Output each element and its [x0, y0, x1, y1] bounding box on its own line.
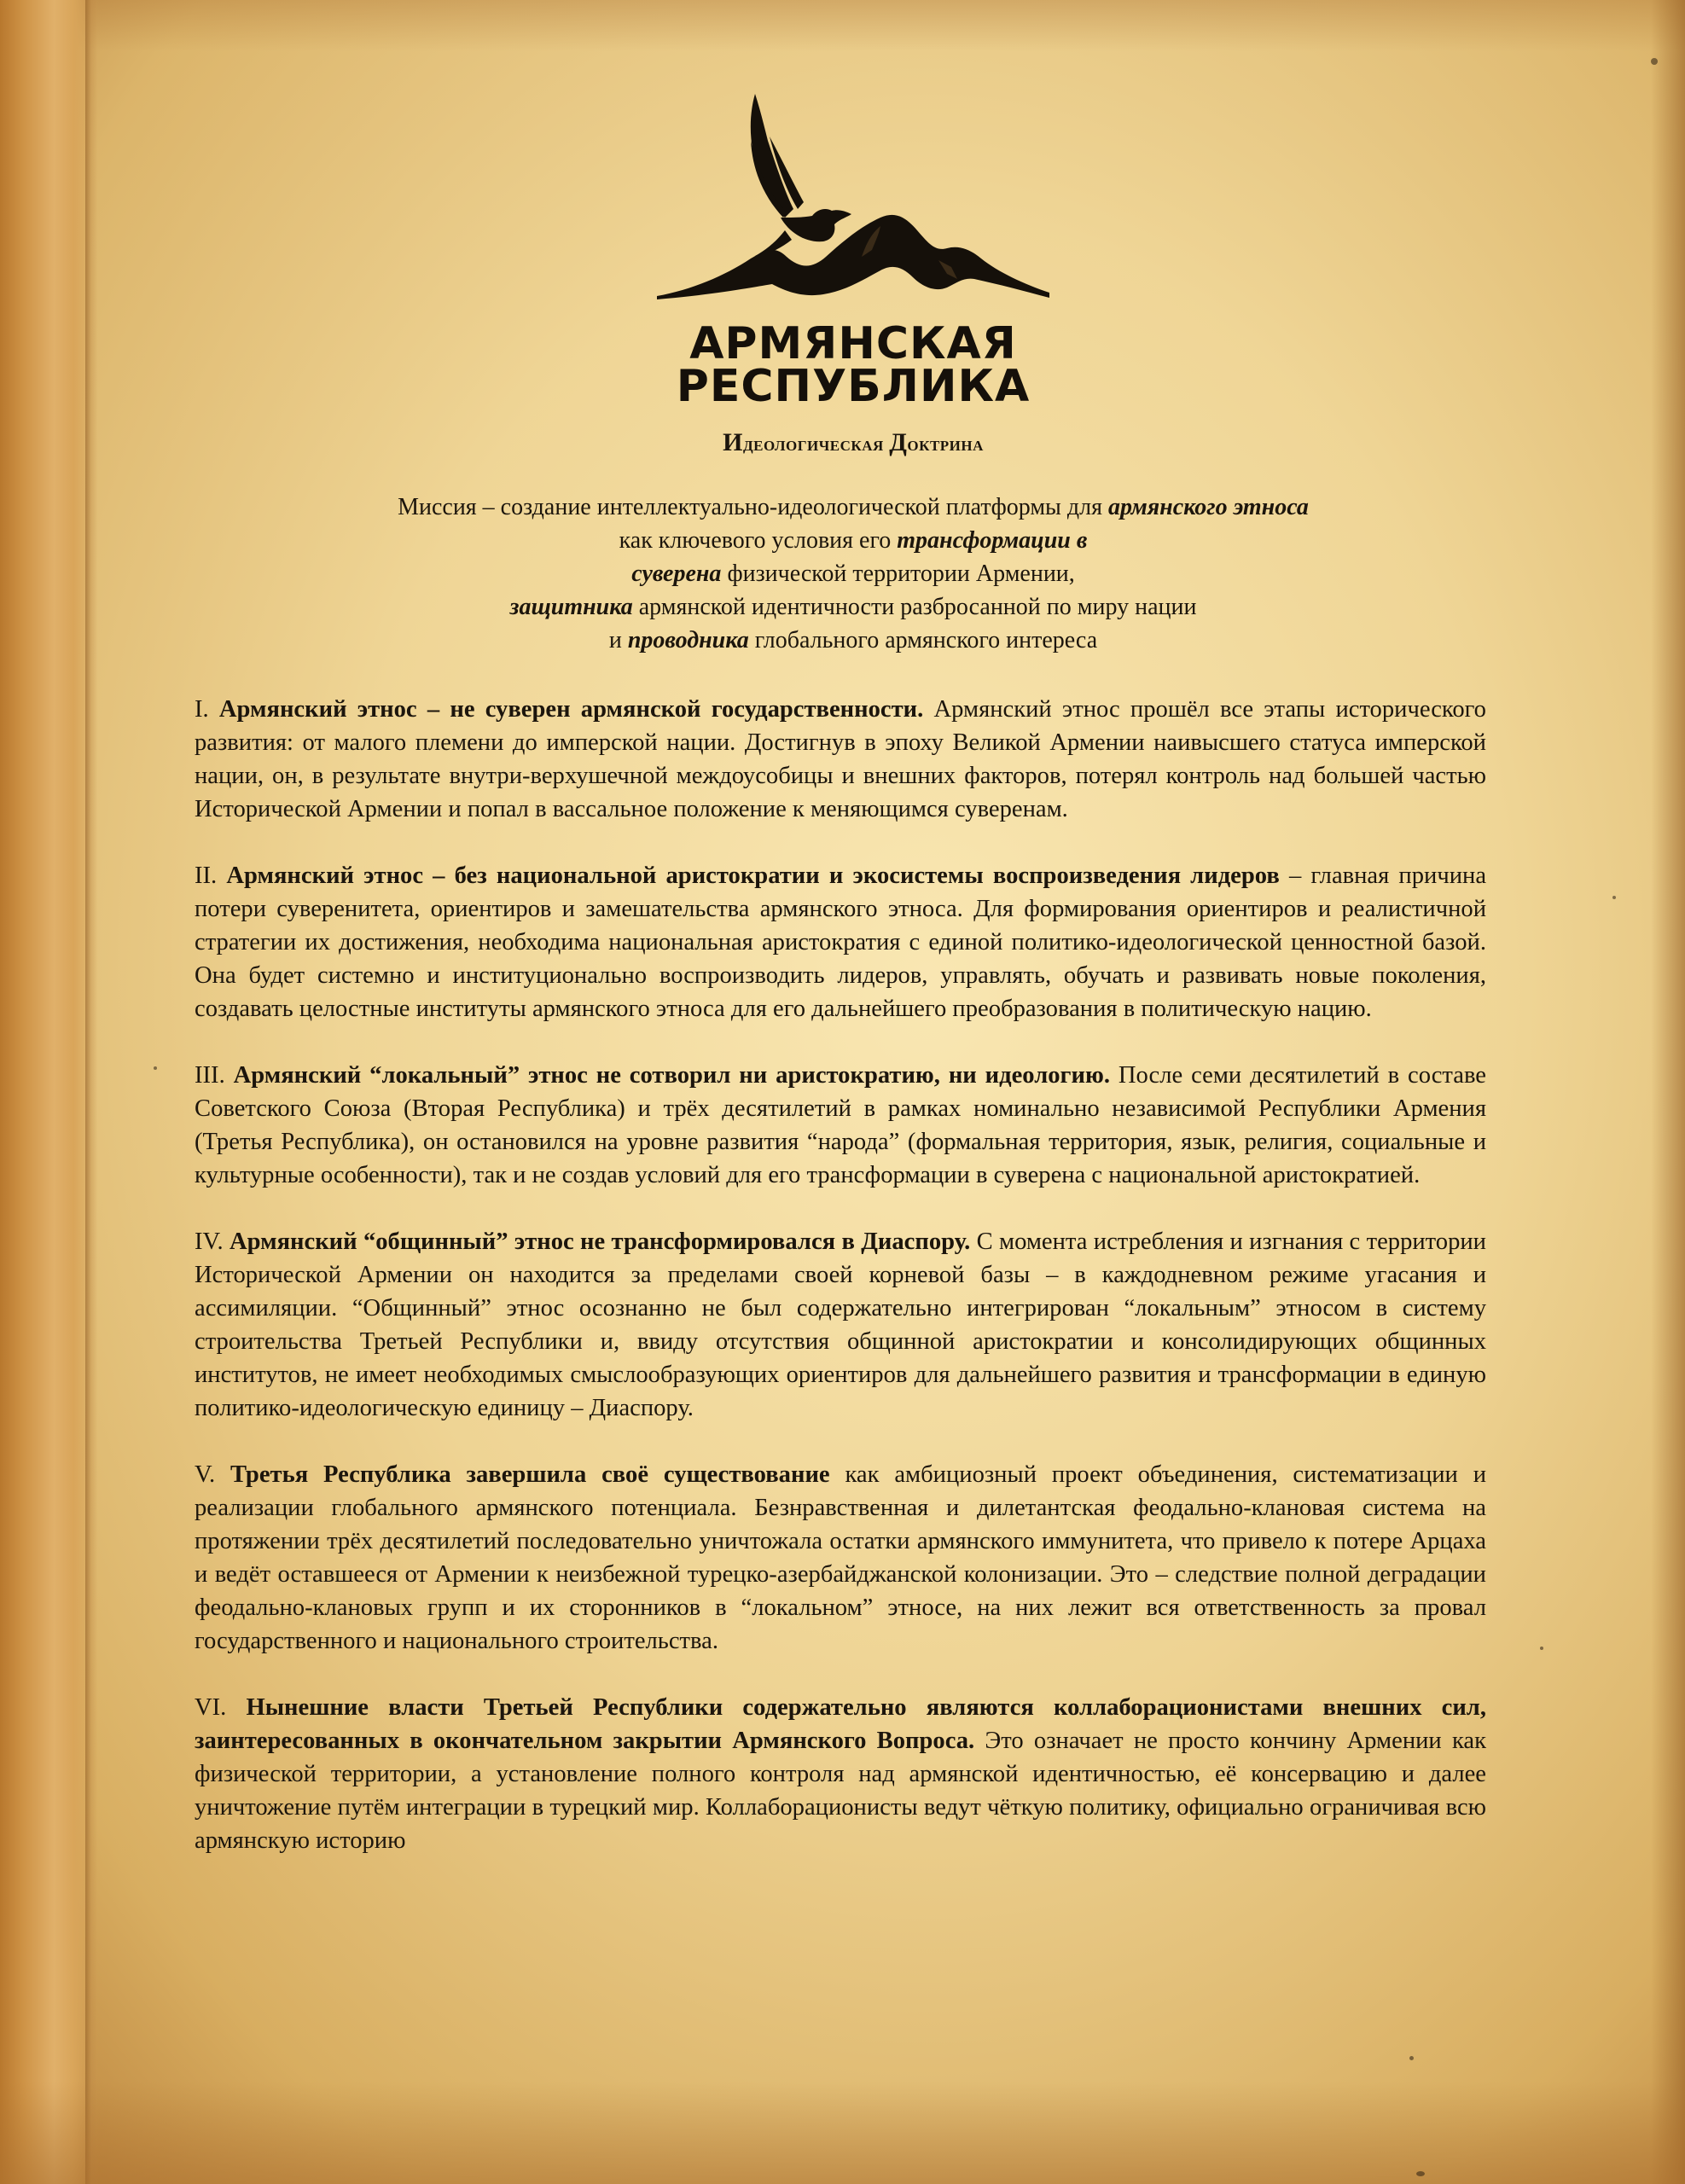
- mission-emphasis: трансформации в: [897, 527, 1088, 554]
- section-heading: Третья Республика завершила своё существование: [230, 1461, 830, 1488]
- section-heading: Армянский “общинный” этнос не трансформировался в Диаспору.: [229, 1228, 971, 1255]
- mission-line: [213, 624, 1493, 657]
- mission-line: [213, 491, 1493, 524]
- paper-speck: [1416, 2171, 1425, 2176]
- section-numeral: I.: [195, 696, 219, 723]
- dove-over-mountains-icon: [657, 90, 1049, 311]
- section-numeral: III.: [195, 1062, 234, 1089]
- paper-speck: [1612, 896, 1616, 899]
- section-text: Это означает не просто кончину Армении как физической территории, а установление полного контроля над армянской идентичностью, её консервацию и далее уничтожение путём интеграции в турецкий мир. Коллаборационисты ведут чёткую политику, официально ограничивая всю армянскую историю: [195, 1728, 1486, 1854]
- subtitle-cap-1: И: [723, 428, 743, 456]
- section-text: – главная причина потери суверенитета, ориентиров и замешательства армянского этноса. Для формирования ориентиров и реалистичной стратегии их достижения, необходима национальная аристократия с единой политико-идеологической ценностной базой. Она будет системно и институционально воспроизводить лидеров, управлять, обучать и развивать новые поколения, создавать целостные институты армянского этноса для его дальнейшего преобразования в политическую нацию.: [195, 863, 1487, 1022]
- section-text: С момента истребления и изгнания с территории Исторической Армении он находится за пределами своей корневой базы – в каждодневном режиме угасания и ассимиляции. “Общинный” этнос осознанно не был содержательно интегрирован “локальным” этносом в систему строительства Третьей Республики и, ввиду отсутствия общинной аристократии и консолидирующих общинных институтов, не имеет необходимых смыслообразующих ориентиров для дальнейшего развития и трансформации в единую политико-идеологическую единицу – Диаспору.: [195, 1228, 1486, 1421]
- section-heading: Нынешние власти Третьей Республики содержательно являются коллаборационистами внешних сил, заинтересованных в окончательном закрытии Армянского Вопроса.: [195, 1694, 1487, 1754]
- mission-line: [213, 557, 1493, 590]
- mission-line: [213, 590, 1493, 624]
- mission-emphasis: проводника: [627, 627, 749, 653]
- section-6: [195, 1691, 1486, 1857]
- section-heading: Армянский “локальный” этнос не сотворил ни аристократию, ни идеологию.: [233, 1062, 1110, 1089]
- subtitle-rest-2: октрина: [907, 433, 984, 456]
- paper-speck: [1409, 2056, 1414, 2060]
- section-numeral: VI.: [195, 1694, 247, 1721]
- logo-title-line2: РЕСПУБЛИКА: [676, 361, 1031, 412]
- logo-title: [597, 318, 1109, 412]
- section-heading: Армянский этнос – не суверен армянской государственности.: [218, 696, 924, 723]
- paper-speck: [1651, 58, 1658, 65]
- paper-binding-edge: [85, 0, 97, 2184]
- section-text: как амбициозный проект объединения, систематизации и реализации глобального армянского потенциала. Безнравственная и дилетантская феодально-клановая система на протяжении трёх десятилетий последовательно уничтожала остатки армянского иммунитета, что привело к потере Арцаха и ведёт оставшееся от Армении к неизбежной турецко-азербайджанской колонизации. Это – следствие полной деградации феодально-клановых групп и их сторонников в “локальном” этносе, на них лежит вся ответственность за провал государственного и национального строительства.: [195, 1461, 1486, 1654]
- paper-top-edge: [0, 0, 1685, 51]
- paper-bottom-edge: [0, 2082, 1685, 2184]
- paper-speck: [154, 1066, 157, 1070]
- paper-binding-strip: [0, 0, 98, 2184]
- section-5: [195, 1458, 1486, 1658]
- doc-subtitle: [512, 428, 1194, 457]
- paper-speck: [1540, 1647, 1543, 1650]
- section-1: [195, 693, 1486, 826]
- subtitle-cap-2: Д: [889, 428, 908, 456]
- mission-line: [213, 524, 1493, 557]
- mission-text: физической территории Армении,: [721, 561, 1075, 587]
- mission-text: армянской идентичности разбросанной по миру нации: [632, 594, 1197, 620]
- mission-emphasis: суверена: [631, 561, 722, 587]
- mission-emphasis: защитника: [509, 594, 633, 620]
- mission-text: как ключевого условия его: [619, 527, 898, 554]
- section-numeral: IV.: [195, 1228, 230, 1255]
- doctrine-sections: [195, 693, 1486, 1891]
- mission-text: Миссия – создание интеллектуально-идеологической платформы для: [398, 494, 1108, 520]
- section-numeral: II.: [195, 863, 227, 889]
- mission-text: глобального армянского интереса: [748, 627, 1098, 653]
- section-numeral: V.: [195, 1461, 230, 1488]
- section-heading: Армянский этнос – без национальной аристократии и экосистемы воспроизведения лидеров: [226, 863, 1280, 889]
- section-text: Армянский этнос прошёл все этапы исторического развития: от малого племени до имперской нации. Достигнув в эпоху Великой Армении наивысшего статуса имперской нации, он, в результате внутри-верхушечной междоусобицы и внешних факторов, потерял контроль над большей частью Исторической Армении и попал в вассальное положение к меняющимся суверенам.: [195, 696, 1486, 822]
- subtitle-rest-1: деологическая: [742, 433, 884, 456]
- mission-text: и: [608, 627, 628, 653]
- section-2: [195, 859, 1486, 1025]
- mission-statement: [213, 491, 1493, 657]
- mission-emphasis: армянского этноса: [1107, 494, 1309, 520]
- section-4: [195, 1225, 1486, 1425]
- logo-title-line1: АРМЯНСКАЯ: [689, 318, 1017, 369]
- section-3: [195, 1059, 1486, 1192]
- paper-right-edge: [1651, 0, 1685, 2184]
- section-text: После семи десятилетий в составе Советского Союза (Вторая Республика) и трёх десятилетий в рамках номинально независимой Республики Армения (Третья Республика), он остановился на уровне развития “народа” (формальная территория, язык, религия, социальные и культурные особенности), так и не создав условий для его трансформации в суверена с национальной аристократией.: [195, 1062, 1486, 1188]
